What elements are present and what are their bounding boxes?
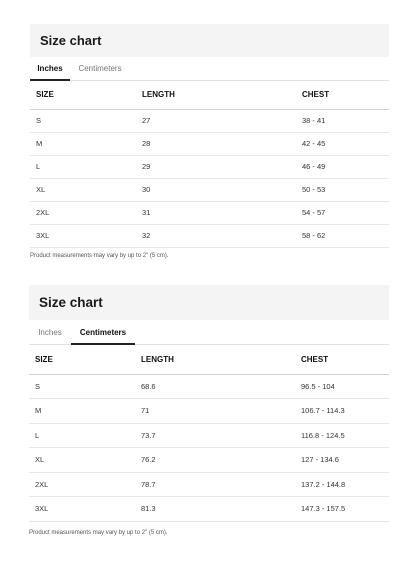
cell-size: M [29,399,135,424]
column-header-size: SIZE [30,81,136,109]
cell-size: 3XL [30,224,136,247]
cell-length: 29 [136,155,296,178]
size-chart-title: Size chart [30,24,389,57]
cell-length: 78.7 [135,472,295,497]
size-chart-centimeters [29,285,389,536]
cell-length: 28 [136,132,296,155]
table-row [30,132,389,155]
table-header-row [30,81,389,109]
unit-tabs [30,57,389,81]
cell-size: S [29,374,135,399]
cell-length: 68.6 [135,374,295,399]
size-chart-inches [30,24,389,259]
cell-chest: 42 - 45 [296,132,389,155]
column-header-length: LENGTH [135,345,295,374]
measurement-note: Product measurements may vary by up to 2" (5 cm). [29,530,168,536]
cell-size: 2XL [30,201,136,224]
cell-length: 27 [136,109,296,132]
size-table [30,81,389,248]
cell-chest: 58 - 62 [296,224,389,247]
tab-inches[interactable]: Inches [30,57,70,80]
cell-chest: 46 - 49 [296,155,389,178]
table-row [29,448,389,473]
cell-chest: 106.7 - 114.3 [295,399,389,424]
cell-size: L [29,423,135,448]
cell-length: 81.3 [135,497,295,522]
cell-chest: 116.8 - 124.5 [295,423,389,448]
unit-tabs [29,320,389,345]
column-header-chest: CHEST [295,345,389,374]
cell-length: 30 [136,178,296,201]
cell-length: 76.2 [135,448,295,473]
cell-size: S [30,109,136,132]
cell-size: L [30,155,136,178]
cell-chest: 147.3 - 157.5 [295,497,389,522]
cell-chest: 38 - 41 [296,109,389,132]
table-row [29,497,389,522]
column-header-length: LENGTH [136,81,296,109]
table-row [30,178,389,201]
table-row [30,201,389,224]
cell-chest: 96.5 - 104 [295,374,389,399]
column-header-chest: CHEST [296,81,389,109]
tab-centimeters[interactable]: Centimeters [71,320,135,344]
cell-chest: 137.2 - 144.8 [295,472,389,497]
cell-chest: 127 - 134.6 [295,448,389,473]
size-chart-title: Size chart [29,285,389,320]
tab-inches[interactable]: Inches [38,327,62,337]
measurement-note: Product measurements may vary by up to 2" (5 cm). [30,253,169,259]
table-row [29,399,389,424]
tab-centimeters[interactable]: Centimeters [78,64,122,73]
cell-size: XL [29,448,135,473]
table-row [30,155,389,178]
cell-length: 73.7 [135,423,295,448]
cell-length: 31 [136,201,296,224]
cell-length: 32 [136,224,296,247]
table-row [29,472,389,497]
table-header-row [29,345,389,374]
cell-size: M [30,132,136,155]
column-header-size: SIZE [29,345,135,374]
cell-length: 71 [135,399,295,424]
table-row [30,224,389,247]
size-table [29,345,389,522]
cell-chest: 50 - 53 [296,178,389,201]
table-row [29,423,389,448]
table-row [30,109,389,132]
table-row [29,374,389,399]
cell-size: XL [30,178,136,201]
cell-size: 3XL [29,497,135,522]
cell-chest: 54 - 57 [296,201,389,224]
cell-size: 2XL [29,472,135,497]
